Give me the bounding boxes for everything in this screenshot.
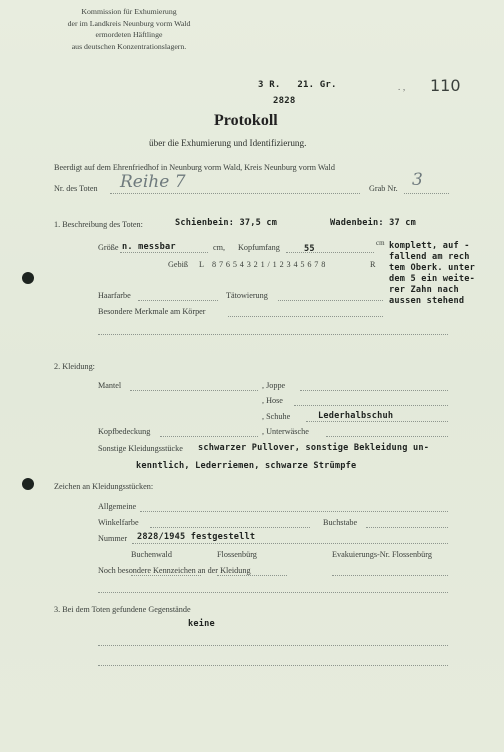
hair-line [138, 300, 218, 301]
trousers-line [294, 405, 448, 406]
size-line [120, 252, 208, 253]
items-line-1 [98, 645, 448, 646]
items-line-2 [98, 665, 448, 666]
dead-number-line [110, 193, 360, 194]
dead-number-value: Reihe 7 [120, 172, 186, 192]
winkel-line [150, 527, 310, 528]
teeth-note-line: rer Zahn nach [389, 285, 459, 295]
winkel-color-label: Winkelfarbe [98, 518, 139, 527]
letter-label: Buchstabe [323, 518, 358, 527]
jacket-line [300, 390, 448, 391]
coat-label: Mantel [98, 381, 122, 390]
org-line: aus deutschen Konzentrationslagern. [71, 41, 187, 51]
other-clothes-label: Sonstige Kleidungsstücke [98, 444, 183, 453]
section1-heading: 1. Beschreibung des Toten: [54, 220, 143, 229]
general-line [140, 511, 448, 512]
section2-heading: 2. Kleidung: [54, 362, 95, 371]
grave-number-label: Grab Nr. [369, 184, 398, 193]
headwear-label: Kopfbedeckung [98, 427, 151, 436]
head-circumference-value: 55 [304, 244, 315, 254]
camp-line-3 [332, 575, 448, 576]
marks-line [228, 316, 383, 317]
clothing-marks-heading: Zeichen an Kleidungsstücken: [54, 482, 154, 491]
reference-number: 2828 [273, 96, 296, 106]
grave-number-line [404, 193, 449, 194]
general-label: Allgemeine [98, 502, 137, 511]
camp-line-1 [131, 575, 201, 576]
head-line [286, 252, 374, 253]
other-clothes-line2: kenntlich, Lederriemen, schwarze Strümpfe [136, 461, 357, 471]
calf-measurement: Wadenbein: 37 cm [330, 218, 416, 228]
teeth-note-line: komplett, auf - [389, 241, 470, 251]
teeth-note-line: fallend am rech [389, 252, 470, 262]
size-label: Größe [98, 243, 119, 252]
cm-label-2: cm [376, 239, 385, 247]
tattoo-label: Tätowierung [226, 291, 268, 300]
hair-color-label: Haarfarbe [98, 291, 131, 300]
special-clothing-marks-label: Noch besondere Kennzeichen an der Kleidung [98, 566, 251, 575]
teeth-label: Gebiß [168, 260, 189, 269]
headwear-line [160, 436, 258, 437]
shoes-value: Lederhalbschuh [318, 411, 394, 421]
marks-line-2 [98, 334, 448, 335]
grave-number-value: 3 [412, 170, 423, 190]
org-line: ermordeten Häftlinge [95, 30, 163, 39]
teeth-right: R [370, 260, 376, 269]
jacket-label: , Joppe [262, 381, 286, 390]
teeth-note-line: tem Oberk. unter [389, 263, 475, 273]
page-number-dots: . ‚ [398, 82, 406, 92]
number-value: 2828/1945 festgestellt [137, 532, 256, 542]
underwear-label: , Unterwäsche [262, 427, 309, 436]
commission-header [44, 6, 214, 52]
section3-heading: 3. Bei dem Toten gefundene Gegenstände [54, 605, 191, 614]
teeth-note-line: aussen stehend [389, 296, 465, 306]
shoes-label: , Schuhe [262, 412, 291, 421]
teeth-note-line: dem 5 ein weite- [389, 274, 475, 284]
evacuation-number-label: Evakuierungs-Nr. Flossenbürg [332, 550, 432, 559]
camp-flossenbuerg: Flossenbürg [217, 550, 257, 559]
special-marks-label: Besondere Merkmale am Körper [98, 307, 206, 316]
camp-buchenwald: Buchenwald [131, 550, 172, 559]
coat-line [130, 390, 258, 391]
special-marks-line-2 [98, 592, 448, 593]
document-subtitle: über die Exhumierung und Identifizierung. [149, 138, 307, 148]
tattoo-line [278, 300, 383, 301]
other-clothes-line1: schwarzer Pullover, sonstige Bekleidung un- [198, 443, 430, 453]
punch-hole-bottom [22, 478, 34, 490]
underwear-line [326, 436, 448, 437]
org-line: der im Landkreis Neunburg vorm Wald [67, 18, 191, 28]
found-items-value: keine [188, 619, 215, 629]
trousers-label: , Hose [262, 396, 283, 405]
number-label: Nummer [98, 534, 128, 543]
document-title: Protokoll [214, 112, 278, 129]
number-line [132, 543, 448, 544]
teeth-chart: 8 7 6 5 4 3 2 1 / 1 2 3 4 5 6 7 8 [212, 260, 326, 269]
head-circumference-label: Kopfumfang [238, 243, 280, 252]
shoes-line [306, 421, 448, 422]
punch-hole-top [22, 272, 34, 284]
burial-text: Beerdigt auf dem Ehrenfriedhof in Neunburg vorm Wald, Kreis Neunburg vorm Wald [54, 163, 335, 172]
shin-measurement: Schienbein: 37,5 cm [175, 218, 278, 228]
letter-line [366, 527, 448, 528]
teeth-left: L [199, 260, 205, 269]
camp-line-2 [217, 575, 287, 576]
size-value: n. messbar [122, 242, 176, 252]
reference-stamp: 3 R. 21. Gr. [258, 80, 337, 90]
dead-number-label: Nr. des Toten [54, 184, 98, 193]
cm-label: cm, [213, 243, 226, 252]
teeth-note [389, 241, 475, 307]
org-line: Kommission für Exhumierung [81, 7, 177, 16]
page-number: 110 [430, 76, 461, 95]
